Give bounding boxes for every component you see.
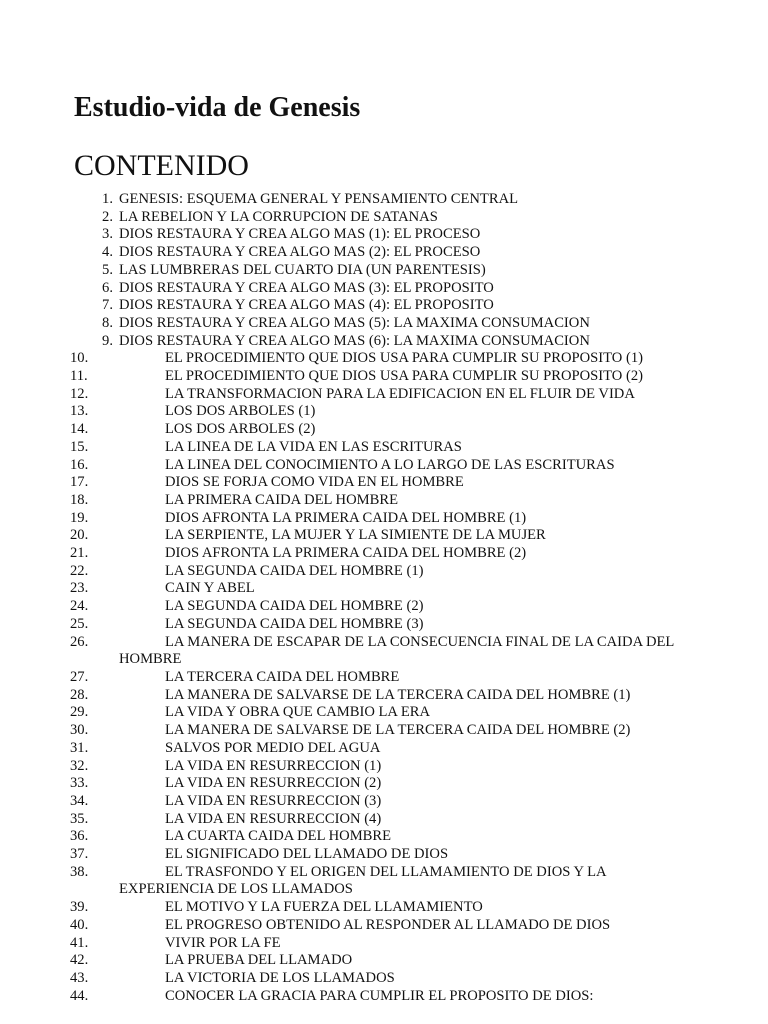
toc-entry-number: 10. bbox=[70, 350, 89, 367]
toc-entry[interactable] bbox=[0, 616, 768, 634]
toc-entry-number: 33. bbox=[70, 775, 89, 792]
toc-entry-title: VIVIR POR LA FE bbox=[165, 934, 281, 951]
toc-entry[interactable] bbox=[0, 935, 768, 953]
toc-entry-title: LA VICTORIA DE LOS LLAMADOS bbox=[165, 969, 395, 986]
toc-entry[interactable] bbox=[0, 510, 768, 528]
toc-entry[interactable] bbox=[0, 474, 768, 492]
toc-entry-number: 3. bbox=[102, 226, 113, 243]
toc-entry-number: 32. bbox=[70, 757, 89, 774]
toc-entry-number: 2. bbox=[102, 208, 113, 225]
toc-entry-number: 13. bbox=[70, 403, 89, 420]
toc-entry-number: 25. bbox=[70, 615, 89, 632]
toc-entry-number: 37. bbox=[70, 846, 89, 863]
toc-entry-number: 39. bbox=[70, 899, 89, 916]
toc-entry-title: DIOS RESTAURA Y CREA ALGO MAS (6): LA MAXIMA CONSUMACION bbox=[119, 332, 590, 349]
toc-entry-number: 12. bbox=[70, 385, 89, 402]
toc-entry-title: DIOS RESTAURA Y CREA ALGO MAS (4): EL PROPOSITO bbox=[119, 297, 494, 314]
toc-entry-number: 5. bbox=[102, 261, 113, 278]
toc-entry[interactable] bbox=[0, 297, 768, 315]
toc-entry-number: 17. bbox=[70, 474, 89, 491]
toc-entry[interactable] bbox=[0, 492, 768, 510]
toc-entry[interactable] bbox=[0, 527, 768, 545]
toc-entry-title: SALVOS POR MEDIO DEL AGUA bbox=[165, 739, 381, 756]
toc-entry[interactable] bbox=[0, 988, 768, 1006]
toc-entry[interactable] bbox=[0, 704, 768, 722]
toc-entry-title: GENESIS: ESQUEMA GENERAL Y PENSAMIENTO CENTRAL bbox=[119, 191, 519, 207]
toc-entry[interactable] bbox=[0, 634, 768, 669]
toc-entry[interactable] bbox=[0, 439, 768, 457]
toc-entry-number: 6. bbox=[102, 279, 113, 296]
toc-entry[interactable] bbox=[0, 687, 768, 705]
toc-entry-title: LA VIDA EN RESURRECCION (4) bbox=[165, 810, 382, 827]
toc-entry-title: DIOS RESTAURA Y CREA ALGO MAS (2): EL PROCESO bbox=[119, 244, 481, 261]
toc-entry[interactable] bbox=[0, 899, 768, 917]
toc-entry-title: LA CUARTA CAIDA DEL HOMBRE bbox=[165, 828, 392, 845]
toc-entry-number: 21. bbox=[70, 545, 89, 562]
toc-entry-number: 11. bbox=[70, 368, 88, 385]
toc-entry-title: CAIN Y ABEL bbox=[165, 580, 255, 597]
toc-entry-title: DIOS SE FORJA COMO VIDA EN EL HOMBRE bbox=[165, 474, 464, 491]
toc-entry-number: 41. bbox=[70, 934, 89, 951]
toc-entry-number: 16. bbox=[70, 456, 89, 473]
toc-entry-number: 14. bbox=[70, 421, 89, 438]
toc-entry-title: LA MANERA DE SALVARSE DE LA TERCERA CAIDA DEL HOMBRE (1) bbox=[165, 686, 631, 703]
table-of-contents bbox=[0, 191, 768, 1005]
toc-entry[interactable] bbox=[0, 917, 768, 935]
toc-entry-number: 42. bbox=[70, 952, 89, 969]
toc-entry-number: 7. bbox=[102, 297, 113, 314]
toc-entry-title: LA VIDA EN RESURRECCION (3) bbox=[165, 792, 382, 809]
toc-entry[interactable] bbox=[0, 580, 768, 598]
toc-entry-number: 20. bbox=[70, 527, 89, 544]
toc-entry-title: DIOS RESTAURA Y CREA ALGO MAS (1): EL PROCESO bbox=[119, 226, 481, 243]
toc-entry-title: DIOS RESTAURA Y CREA ALGO MAS (5): LA MAXIMA CONSUMACION bbox=[119, 314, 590, 331]
toc-entry-number: 23. bbox=[70, 580, 89, 597]
toc-entry[interactable] bbox=[0, 740, 768, 758]
toc-entry-title: LA VIDA EN RESURRECCION (1) bbox=[165, 757, 382, 774]
toc-entry-title: EL PROCEDIMIENTO QUE DIOS USA PARA CUMPLIR SU PROPOSITO (1) bbox=[165, 350, 644, 367]
toc-entry[interactable] bbox=[0, 280, 768, 298]
toc-entry-title: LA SEGUNDA CAIDA DEL HOMBRE (2) bbox=[165, 598, 424, 615]
toc-entry-number: 22. bbox=[70, 562, 89, 579]
toc-entry-number: 19. bbox=[70, 509, 89, 526]
toc-entry[interactable] bbox=[0, 793, 768, 811]
toc-entry[interactable] bbox=[0, 669, 768, 687]
toc-entry[interactable] bbox=[0, 598, 768, 616]
toc-entry[interactable] bbox=[0, 315, 768, 333]
contents-heading: CONTENIDO bbox=[74, 149, 249, 182]
toc-entry-number: 8. bbox=[102, 314, 113, 331]
toc-entry-number: 34. bbox=[70, 792, 89, 809]
toc-entry[interactable] bbox=[0, 828, 768, 846]
toc-entry-number: 30. bbox=[70, 722, 89, 739]
toc-entry-number: 38. bbox=[70, 863, 89, 880]
toc-entry-number: 18. bbox=[70, 491, 89, 508]
toc-entry[interactable] bbox=[0, 226, 768, 244]
toc-entry-number: 35. bbox=[70, 810, 89, 827]
toc-entry-title: DIOS AFRONTA LA PRIMERA CAIDA DEL HOMBRE (2) bbox=[165, 545, 527, 562]
toc-entry-number: 31. bbox=[70, 739, 89, 756]
toc-entry-title: LOS DOS ARBOLES (2) bbox=[165, 421, 316, 438]
toc-entry-title: LA VIDA EN RESURRECCION (2) bbox=[165, 775, 382, 792]
toc-entry[interactable] bbox=[0, 333, 768, 351]
toc-entry-number: 27. bbox=[70, 668, 89, 685]
toc-entry[interactable] bbox=[0, 563, 768, 581]
toc-entry-title: EL PROCEDIMIENTO QUE DIOS USA PARA CUMPLIR SU PROPOSITO (2) bbox=[165, 368, 644, 385]
toc-entry-title: DIOS RESTAURA Y CREA ALGO MAS (3): EL PROPOSITO bbox=[119, 279, 494, 296]
toc-entry-title: LA VIDA Y OBRA QUE CAMBIO LA ERA bbox=[165, 704, 431, 721]
toc-entry[interactable] bbox=[0, 421, 768, 439]
toc-entry[interactable] bbox=[0, 970, 768, 988]
toc-entry-title: LA MANERA DE SALVARSE DE LA TERCERA CAIDA DEL HOMBRE (2) bbox=[165, 722, 631, 739]
toc-entry-title: EL TRASFONDO Y EL ORIGEN DEL LLAMAMIENTO DE DIOS Y LA EXPERIENCIA DE LOS LLAMADOS bbox=[119, 863, 606, 898]
toc-entry-number: 29. bbox=[70, 704, 89, 721]
toc-entry-number: 24. bbox=[70, 598, 89, 615]
toc-entry-number: 40. bbox=[70, 916, 89, 933]
toc-entry-number: 28. bbox=[70, 686, 89, 703]
toc-entry-title: LA PRUEBA DEL LLAMADO bbox=[165, 952, 353, 969]
toc-entry[interactable] bbox=[0, 864, 768, 899]
toc-entry-number: 15. bbox=[70, 438, 89, 455]
toc-entry[interactable] bbox=[0, 368, 768, 386]
toc-entry-title: LOS DOS ARBOLES (1) bbox=[165, 403, 316, 420]
toc-entry-title: LA REBELION Y LA CORRUPCION DE SATANAS bbox=[119, 208, 438, 225]
toc-entry[interactable] bbox=[0, 209, 768, 227]
toc-entry[interactable] bbox=[0, 262, 768, 280]
toc-entry[interactable] bbox=[0, 545, 768, 563]
toc-entry-title: LAS LUMBRERAS DEL CUARTO DIA (UN PARENTESIS) bbox=[119, 261, 486, 278]
toc-entry[interactable] bbox=[0, 403, 768, 421]
toc-entry[interactable] bbox=[0, 846, 768, 864]
toc-entry-number: 9. bbox=[102, 332, 113, 349]
toc-entry[interactable] bbox=[0, 952, 768, 970]
toc-entry-title: LA SERPIENTE, LA MUJER Y LA SIMIENTE DE LA MUJER bbox=[165, 527, 546, 544]
toc-entry-title: LA TRANSFORMACION PARA LA EDIFICACION EN EL FLUIR DE VIDA bbox=[165, 385, 635, 402]
toc-entry-title: EL PROGRESO OBTENIDO AL RESPONDER AL LLAMADO DE DIOS bbox=[165, 916, 611, 933]
toc-entry-title: LA SEGUNDA CAIDA DEL HOMBRE (1) bbox=[165, 562, 424, 579]
toc-entry[interactable] bbox=[0, 244, 768, 262]
toc-entry-title: LA SEGUNDA CAIDA DEL HOMBRE (3) bbox=[165, 615, 424, 632]
toc-entry[interactable] bbox=[0, 775, 768, 793]
toc-entry-title: LA PRIMERA CAIDA DEL HOMBRE bbox=[165, 491, 398, 508]
toc-entry-title: LA LINEA DEL CONOCIMIENTO A LO LARGO DE LAS ESCRITURAS bbox=[165, 456, 615, 473]
toc-entry-title: LA LINEA DE LA VIDA EN LAS ESCRITURAS bbox=[165, 438, 462, 455]
toc-entry-title: EL SIGNIFICADO DEL LLAMADO DE DIOS bbox=[165, 846, 449, 863]
toc-entry-number: 44. bbox=[70, 987, 89, 1004]
toc-entry-number: 4. bbox=[102, 244, 113, 261]
document-title: Estudio-vida de Genesis bbox=[74, 92, 361, 123]
toc-entry[interactable] bbox=[0, 758, 768, 776]
toc-entry-title: LA MANERA DE ESCAPAR DE LA CONSECUENCIA FINAL DE LA CAIDA DEL HOMBRE bbox=[119, 633, 674, 668]
toc-entry-number: 26. bbox=[70, 633, 89, 650]
toc-entry-title: LA TERCERA CAIDA DEL HOMBRE bbox=[165, 668, 400, 685]
toc-entry-number: 43. bbox=[70, 969, 89, 986]
toc-entry[interactable] bbox=[0, 191, 768, 209]
toc-entry-number: 1. bbox=[102, 191, 113, 207]
toc-entry[interactable] bbox=[0, 350, 768, 368]
toc-entry[interactable] bbox=[0, 811, 768, 829]
toc-entry-title: EL MOTIVO Y LA FUERZA DEL LLAMAMIENTO bbox=[165, 899, 483, 916]
toc-entry[interactable] bbox=[0, 386, 768, 404]
toc-entry-title: DIOS AFRONTA LA PRIMERA CAIDA DEL HOMBRE (1) bbox=[165, 509, 527, 526]
toc-entry[interactable] bbox=[0, 457, 768, 475]
toc-entry-number: 36. bbox=[70, 828, 89, 845]
toc-entry-title: CONOCER LA GRACIA PARA CUMPLIR EL PROPOSITO DE DIOS: bbox=[165, 987, 594, 1004]
toc-entry[interactable] bbox=[0, 722, 768, 740]
